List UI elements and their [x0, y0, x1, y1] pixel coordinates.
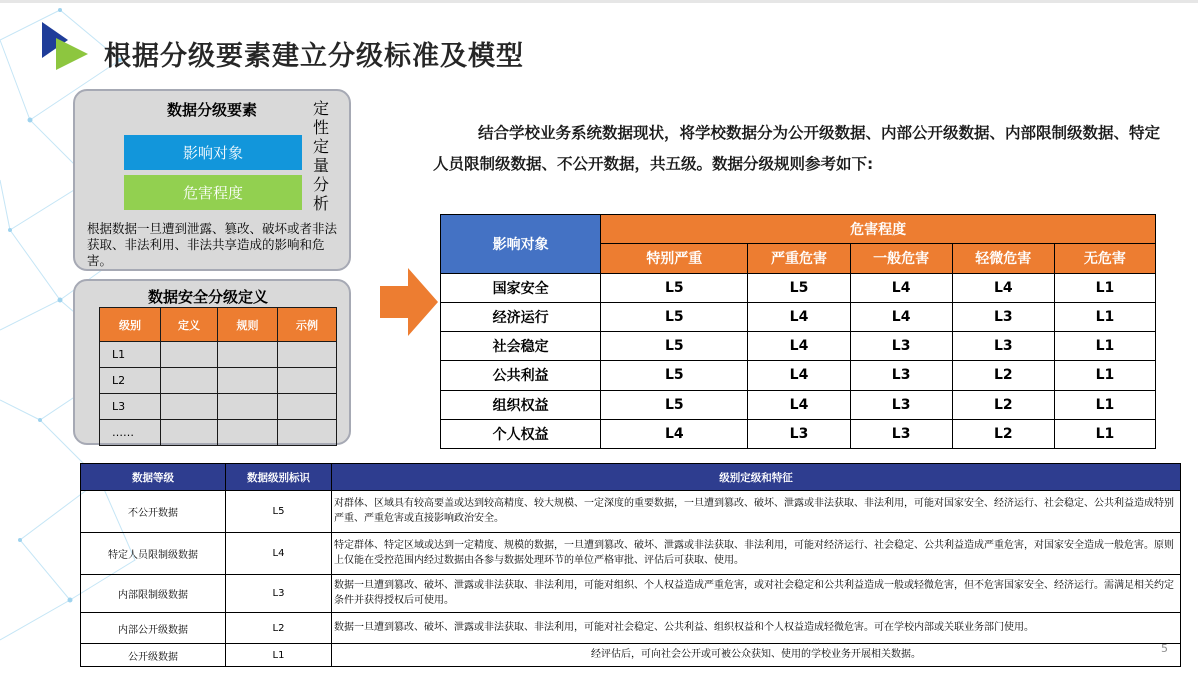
table-row	[441, 302, 1156, 331]
col-header: 特别严重	[601, 244, 748, 273]
security-level-definition-heading: 数据安全分级定义	[148, 288, 269, 306]
cell: L4	[748, 302, 850, 331]
cell: L3	[850, 419, 952, 448]
data-level-cell: 内部公开级数据	[81, 613, 226, 644]
level-cell: L3	[100, 394, 161, 420]
table-row	[81, 613, 1181, 644]
data-level-cell: 内部限制级数据	[81, 575, 226, 613]
cell: L4	[952, 273, 1054, 302]
vertical-char: 分	[312, 175, 329, 194]
grading-characteristics-table	[80, 463, 1181, 667]
table-row	[81, 575, 1181, 613]
col-header-data-level: 数据等级	[81, 464, 226, 491]
vertical-char: 定	[312, 137, 329, 156]
row-label: 经济运行	[441, 302, 601, 331]
col-header-characteristics: 级别定级和特征	[332, 464, 1181, 491]
table-row	[441, 332, 1156, 361]
cell: L4	[748, 361, 850, 390]
cell: L3	[850, 332, 952, 361]
page-number: 5	[1161, 642, 1168, 655]
qualitative-quantitative-label	[311, 99, 331, 213]
cell: L2	[952, 419, 1054, 448]
table-row	[100, 368, 337, 394]
cell: L5	[601, 361, 748, 390]
logo-icon	[40, 20, 90, 70]
definition-table	[99, 307, 337, 446]
characteristics-cell: 数据一旦遭到篡改、破坏、泄露或非法获取、非法利用，可能对组织、个人权益造成严重危害，或对社会稳定和公共利益造成一般或轻微危害，但不危害国家安全、经济运行。需满足相关约定条件并获得授权后可使用。	[332, 575, 1181, 613]
cell: L3	[850, 361, 952, 390]
vertical-char: 量	[312, 156, 329, 175]
characteristics-cell: 对群体、区域具有较高要盖或达到较高精度、较大规模、一定深度的重要数据，一旦遭到篡改、破坏、泄露或非法获取、非法利用，可能对国家安全、经济运行、社会稳定、公共利益造成特别严重、严重危害或直接影响政治安全。	[332, 491, 1181, 533]
cell: L5	[601, 390, 748, 419]
cell: L2	[952, 390, 1054, 419]
characteristics-cell: 经评估后，可向社会公开或可被公众获知、使用的学校业务开展相关数据。	[332, 644, 1181, 667]
characteristics-cell: 特定群体、特定区域或达到一定精度、规模的数据，一旦遭到篡改、破坏、泄露或非法获取、非法利用，可能对经济运行、社会稳定、公共利益造成严重危害，对国家安全造成一般危害。原则上仅能在受控范围内经过数据由各参与数据处理环节的单位严格审批、评估后可获取、使用。	[332, 533, 1181, 575]
cell: L3	[952, 302, 1054, 331]
level-cell: L2	[100, 368, 161, 394]
table-row	[100, 342, 337, 368]
cell: L1	[1054, 390, 1155, 419]
row-label: 组织权益	[441, 390, 601, 419]
cell: L4	[748, 332, 850, 361]
cell: L3	[850, 390, 952, 419]
characteristics-cell: 数据一旦遭到篡改、破坏、泄露或非法获取、非法利用，可能对社会稳定、公共利益、组织权益和个人权益造成轻微危害。可在学校内部或关联业务部门使用。	[332, 613, 1181, 644]
row-label: 个人权益	[441, 419, 601, 448]
cell: L4	[601, 419, 748, 448]
vertical-char: 性	[312, 118, 329, 137]
impact-object-header: 影响对象	[441, 215, 601, 274]
cell: L1	[1054, 332, 1155, 361]
right-arrow-icon	[380, 268, 438, 336]
table-row	[81, 533, 1181, 575]
col-header-example: 示例	[278, 308, 337, 342]
data-level-cell: 特定人员限制级数据	[81, 533, 226, 575]
row-label: 国家安全	[441, 273, 601, 302]
security-level-definition-panel	[73, 279, 351, 445]
level-id-cell: L4	[226, 533, 332, 575]
level-cell: ……	[100, 420, 161, 446]
impact-object-box: 影响对象	[124, 135, 302, 170]
page-title: 根据分级要素建立分级标准及模型	[104, 41, 524, 72]
grading-elements-heading: 数据分级要素	[167, 101, 258, 119]
intro-paragraph: 结合学校业务系统数据现状，将学校数据分为公开级数据、内部公开级数据、内部限制级数据、特定人员限制级数据、不公开数据，共五级。数据分级规则参考如下:	[433, 124, 1161, 173]
cell: L5	[601, 302, 748, 331]
harm-degree-header: 危害程度	[601, 215, 1156, 244]
cell: L3	[952, 332, 1054, 361]
cell: L1	[1054, 302, 1155, 331]
table-row	[81, 644, 1181, 667]
table-row	[441, 419, 1156, 448]
row-label: 社会稳定	[441, 332, 601, 361]
cell: L4	[748, 390, 850, 419]
table-row	[441, 390, 1156, 419]
table-row	[100, 420, 337, 446]
cell: L5	[601, 273, 748, 302]
grading-elements-panel	[73, 89, 351, 271]
col-header: 一般危害	[850, 244, 952, 273]
row-label: 公共利益	[441, 361, 601, 390]
level-id-cell: L2	[226, 613, 332, 644]
table-row	[441, 361, 1156, 390]
cell: L1	[1054, 273, 1155, 302]
grading-matrix	[440, 214, 1156, 449]
col-header-rule: 规则	[218, 308, 278, 342]
col-header: 严重危害	[748, 244, 850, 273]
col-header: 无危害	[1054, 244, 1155, 273]
vertical-char: 析	[312, 194, 329, 213]
cell: L5	[748, 273, 850, 302]
col-header-definition: 定义	[161, 308, 218, 342]
data-level-cell: 不公开数据	[81, 491, 226, 533]
level-id-cell: L5	[226, 491, 332, 533]
level-id-cell: L3	[226, 575, 332, 613]
grading-elements-description: 根据数据一旦遭到泄露、篡改、破坏或者非法获取、非法利用、非法共享造成的影响和危害。	[87, 221, 338, 268]
table-row	[81, 491, 1181, 533]
data-level-cell: 公开级数据	[81, 644, 226, 667]
vertical-char: 定	[312, 99, 329, 118]
cell: L2	[952, 361, 1054, 390]
harm-degree-box: 危害程度	[124, 175, 302, 210]
table-row	[441, 273, 1156, 302]
table-row	[100, 394, 337, 420]
cell: L4	[850, 273, 952, 302]
col-header-level: 级别	[100, 308, 161, 342]
cell: L1	[1054, 419, 1155, 448]
top-divider	[0, 0, 1198, 3]
level-id-cell: L1	[226, 644, 332, 667]
col-header: 轻微危害	[952, 244, 1054, 273]
cell: L5	[601, 332, 748, 361]
cell: L1	[1054, 361, 1155, 390]
level-cell: L1	[100, 342, 161, 368]
cell: L4	[850, 302, 952, 331]
cell: L3	[748, 419, 850, 448]
col-header-level-id: 数据级别标识	[226, 464, 332, 491]
